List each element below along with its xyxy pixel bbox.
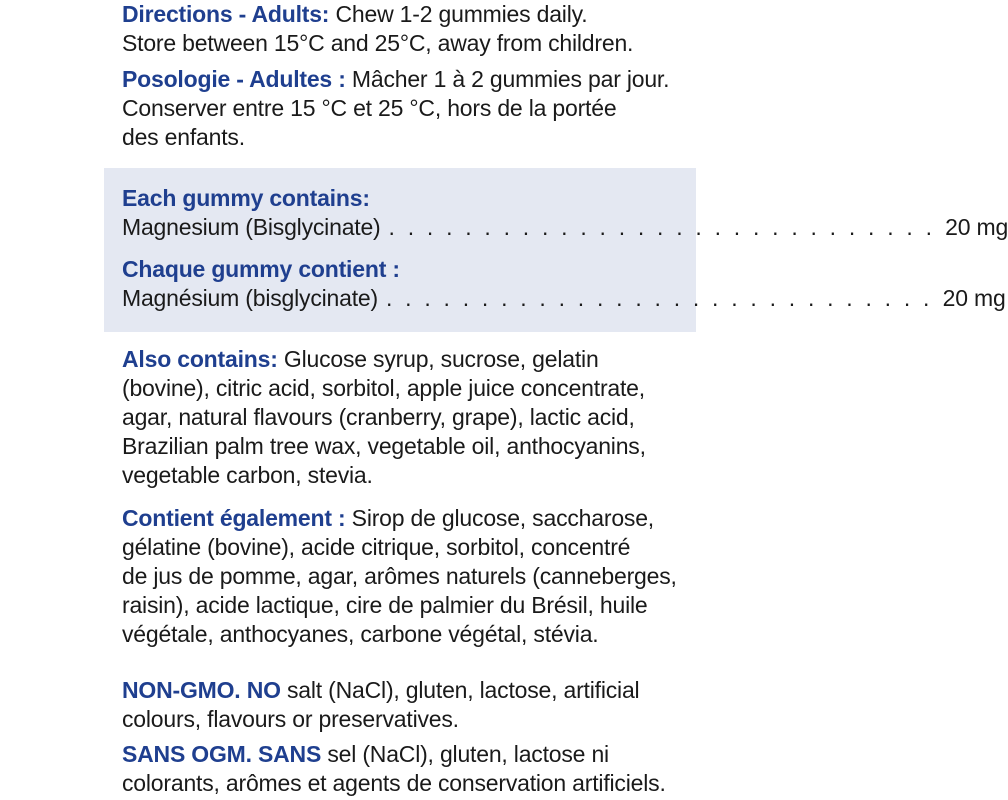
non-gmo-line-2: colours, flavours or preservatives. bbox=[122, 706, 459, 732]
sans-ogm-label: SANS OGM. SANS bbox=[122, 741, 322, 767]
chaque-gummy-heading: Chaque gummy contient : bbox=[122, 256, 400, 282]
directions-fr-line-3: des enfants. bbox=[122, 124, 245, 150]
sans-ogm-line-2: colorants, arômes et agents de conservation artificiels. bbox=[122, 770, 666, 796]
ingredient-name-fr: Magnésium (bisglycinate) bbox=[122, 285, 378, 311]
ingredient-amount-fr: 20 mg bbox=[942, 285, 1006, 311]
contient-line-3: de jus de pomme, agar, arômes naturels (canneberges, bbox=[122, 563, 677, 589]
ingredient-row-fr bbox=[122, 284, 1006, 313]
non-gmo-en bbox=[122, 676, 702, 734]
ingredient-name-en: Magnesium (Bisglycinate) bbox=[122, 214, 381, 240]
contient-line-5: végétale, anthocyanes, carbone végétal, stévia. bbox=[122, 621, 599, 647]
also-contains-line-5: vegetable carbon, stevia. bbox=[122, 462, 373, 488]
sans-ogm-line-1: sel (NaCl), gluten, lactose ni bbox=[327, 741, 609, 767]
contient-egalement-label: Contient également : bbox=[122, 505, 346, 531]
each-gummy-heading: Each gummy contains: bbox=[122, 185, 370, 211]
directions-fr-line-2: Conserver entre 15 °C et 25 °C, hors de la portée bbox=[122, 95, 617, 121]
also-contains-fr bbox=[122, 504, 702, 649]
contient-line-1: Sirop de glucose, saccharose, bbox=[351, 505, 654, 531]
medicinal-ingredients-fr bbox=[122, 255, 1006, 313]
also-contains-line-1: Glucose syrup, sucrose, gelatin bbox=[283, 346, 599, 372]
contient-line-2: gélatine (bovine), acide citrique, sorbitol, concentré bbox=[122, 534, 631, 560]
directions-fr-label: Posologie - Adultes : bbox=[122, 66, 346, 92]
also-contains-line-4: Brazilian palm tree wax, vegetable oil, anthocyanins, bbox=[122, 433, 646, 459]
leader-dots-fr: . . . . . . . . . . . . . . . . . . . . . . . . . . . . . bbox=[385, 285, 933, 311]
medicinal-ingredients-en bbox=[122, 184, 1008, 242]
non-gmo-line-1: salt (NaCl), gluten, lactose, artificial bbox=[287, 677, 640, 703]
directions-en-line-1: Chew 1-2 gummies daily. bbox=[335, 1, 588, 27]
also-contains-en bbox=[122, 345, 702, 490]
also-contains-line-3: agar, natural flavours (cranberry, grape), lactic acid, bbox=[122, 404, 635, 430]
non-gmo-label: NON-GMO. NO bbox=[122, 677, 281, 703]
also-contains-line-2: (bovine), citric acid, sorbitol, apple juice concentrate, bbox=[122, 375, 645, 401]
directions-fr bbox=[122, 65, 702, 152]
also-contains-label: Also contains: bbox=[122, 346, 278, 372]
leader-dots-en: . . . . . . . . . . . . . . . . . . . . . . . . . . . . . bbox=[388, 214, 936, 240]
directions-en-line-2: Store between 15°C and 25°C, away from children. bbox=[122, 30, 634, 56]
ingredient-row-en bbox=[122, 213, 1008, 242]
ingredient-amount-en: 20 mg bbox=[945, 214, 1008, 240]
directions-en bbox=[122, 0, 702, 58]
directions-fr-line-1: Mâcher 1 à 2 gummies par jour. bbox=[351, 66, 670, 92]
contient-line-4: raisin), acide lactique, cire de palmier du Brésil, huile bbox=[122, 592, 648, 618]
sans-ogm-fr bbox=[122, 740, 702, 798]
directions-en-label: Directions - Adults: bbox=[122, 1, 330, 27]
